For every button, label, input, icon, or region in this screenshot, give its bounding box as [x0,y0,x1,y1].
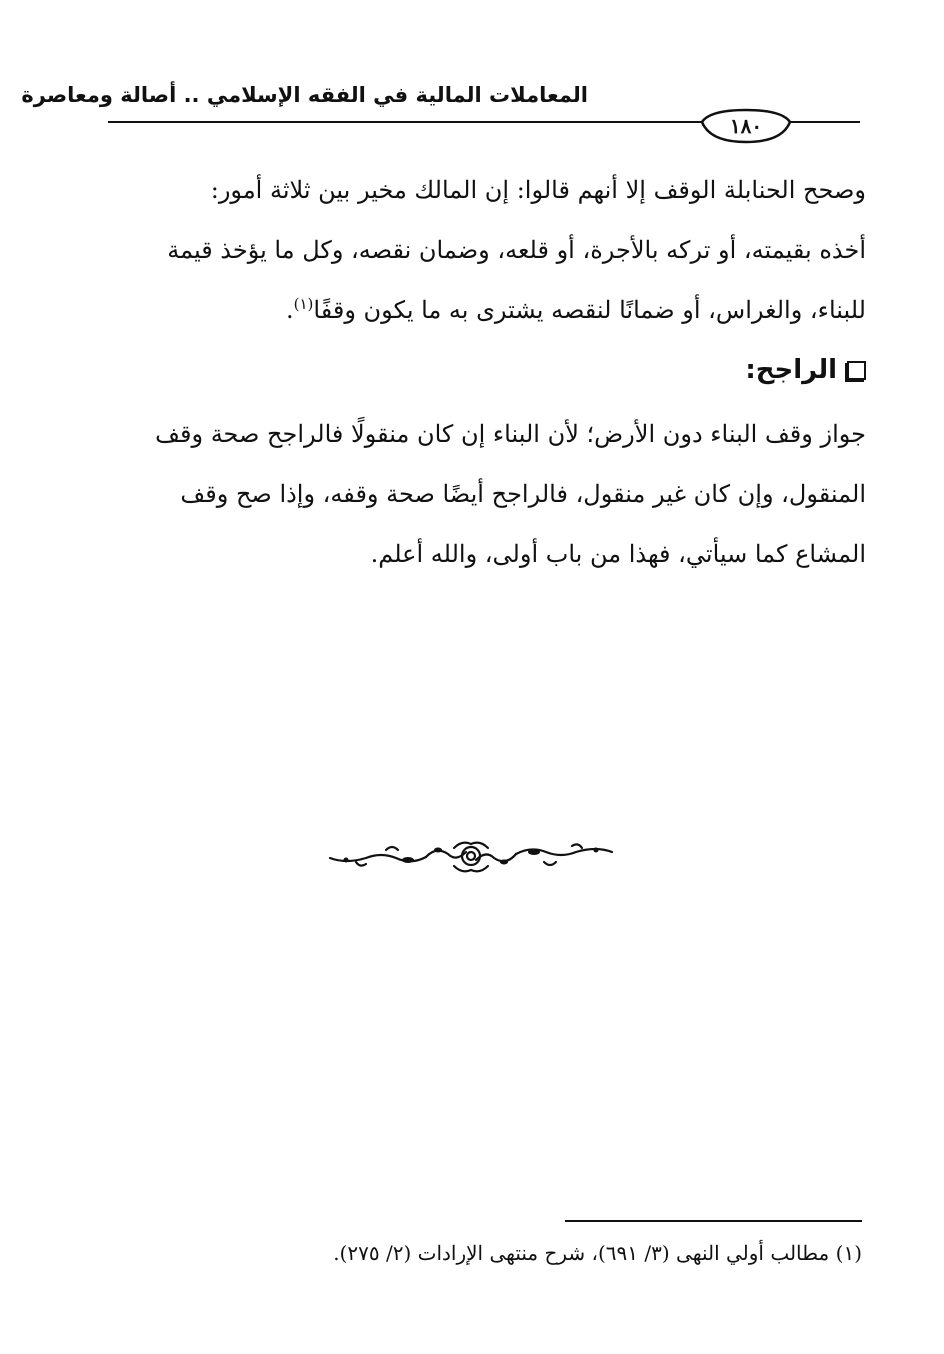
section-heading-label: الراجح: [745,355,837,385]
paragraph-2-line-2: المنقول، وإن كان غير منقول، فالراجح أيضًا صحة وقفه، وإذا صح وقف [180,480,866,508]
running-header-title: المعاملات المالية في الفقه الإسلامي .. أصالة ومعاصرة [21,83,588,107]
paragraph-2 [106,404,866,584]
paragraph-1 [106,160,866,340]
paragraph-1-line-3-text: للبناء، والغراس، أو ضمانًا لنقصه يشترى به ما يكون وقفًا [313,296,866,324]
paragraph-2-line-1: جواز وقف البناء دون الأرض؛ لأن البناء إن كان منقولًا فالراجح صحة وقف [155,420,866,448]
section-heading [745,350,866,390]
footnote-rule [565,1220,862,1222]
square-bullet-icon [847,361,866,380]
footnote-reference: (١) [293,295,314,313]
paragraph-1-end-punct: . [285,296,294,324]
paragraph-1-line-2: أخذه بقيمته، أو تركه بالأجرة، أو قلعه، وضمان نقصه، وكل ما يؤخذ قيمة [167,236,866,264]
floral-divider-icon [326,838,616,876]
paragraph-2-line-3: المشاع كما سيأتي، فهذا من باب أولى، والله أعلم. [370,540,866,568]
footnote-1: (١) مطالب أولي النهى (٣/ ٦٩١)، شرح منتهى الإرادات (٢/ ٢٧٥). [333,1241,862,1265]
paragraph-1-line-1: وصحح الحنابلة الوقف إلا أنهم قالوا: إن المالك مخير بين ثلاثة أمور: [210,176,866,204]
page-number: ١٨٠ [729,114,763,138]
paragraph-1-line-3 [106,280,866,340]
